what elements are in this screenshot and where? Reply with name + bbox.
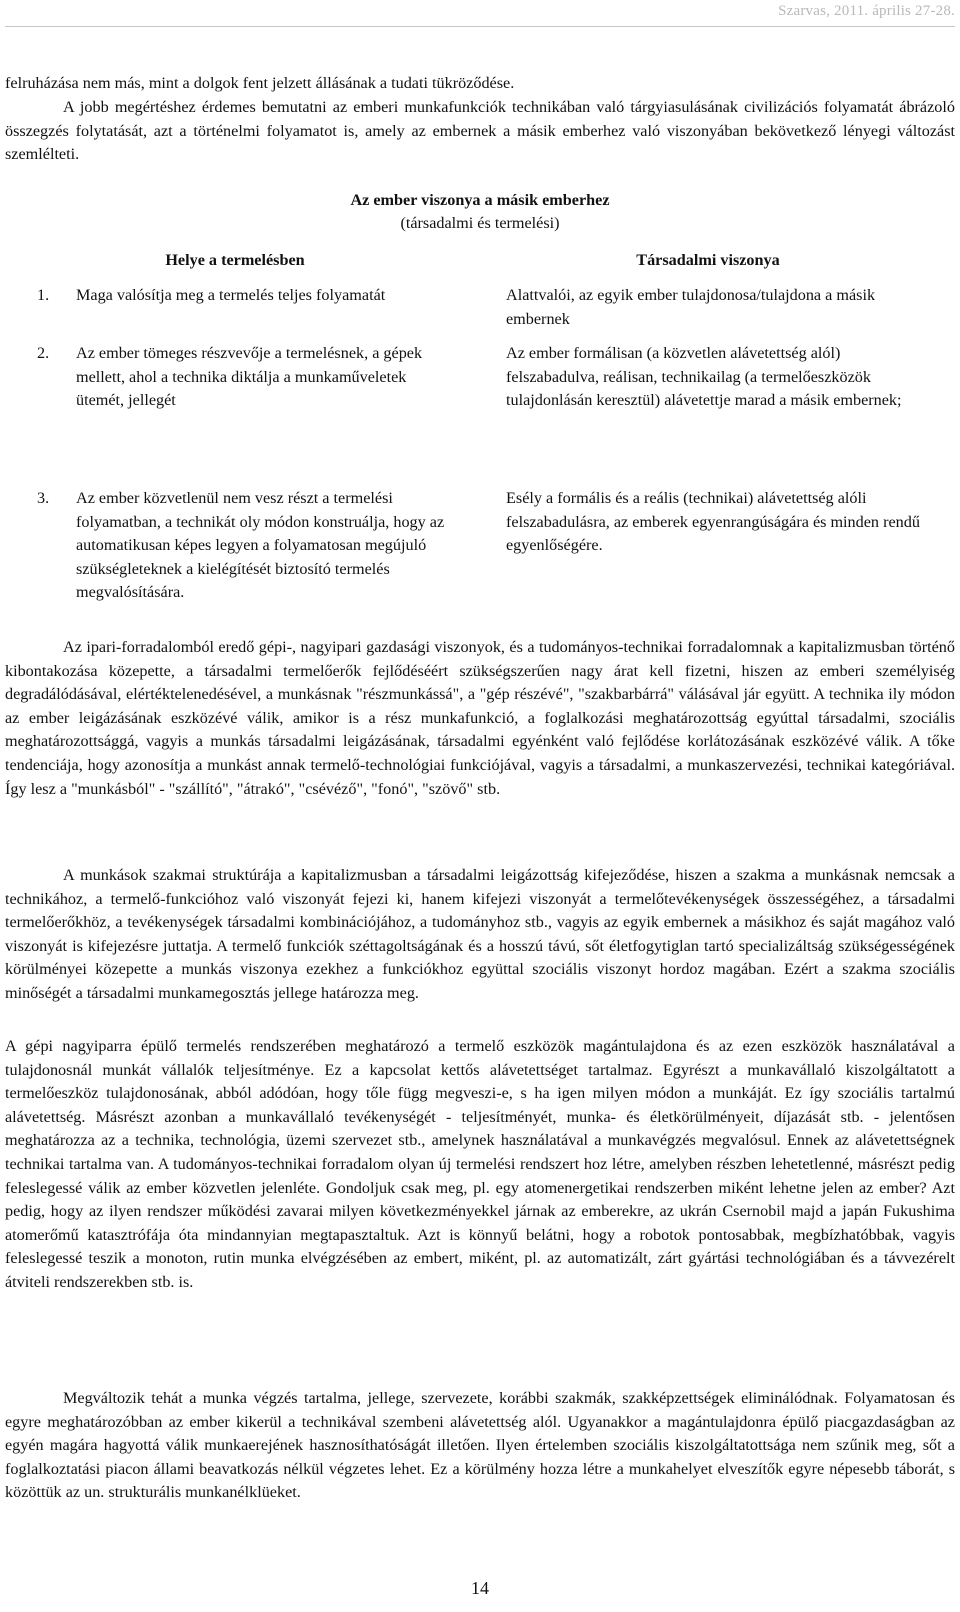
row-2-right-text: Az ember formálisan (a közvetlen alávetettség alól) felszabadulva, reálisan, technikailag (a termelőeszközök tulajdonlásán keresztül) alávetettje marad a másik embernek; xyxy=(506,344,902,410)
row-3-right-text: Esély a formális és a reális (technikai) alávetettség alóli felszabadulásra, az emberek egyenrangúságára és minden rendű egyenlőségére. xyxy=(506,489,920,555)
page-header: Szarvas, 2011. április 27-28. xyxy=(778,3,955,19)
right-column-heading: Társadalmi viszonya xyxy=(636,251,780,269)
header-rule xyxy=(5,26,955,27)
paragraph-industrial-revolution: Az ipari-forradalomból eredő gépi-, nagyipari gazdasági viszonyok, és a tudományos-technikai forradalomnak a kapitalizmusban történő kibontakozása közepette, a társadalmi termelőerők fejlődéséért szükségszerűen nagy árat kell fizetni, hiszen az emberi személyiség degradálódásával, elértéktelenedésével, a munkásnak "részmunkássá", a "gép részévé", "szakbarbárrá" válásával jár együtt. A technika ily módon az ember leigázásának eszközévé válik, amikor is a rész munkafunkció, a foglalkozási meghatározottság egyúttal társadalmi, szociális meghatározottsággá, vagyis a munkás társadalmi leigázásának, társadalmi egyénként való fejlődése korlátozásának eszközévé válik. A tőke tendenciája, hogy azonosítja a munkást annak termelő-technológiai funkciójával, vagyis a társadalmi, a munkaszervezési, technikai kategóriával. Így lesz a "munkásból" - "szállító", "átrakó", "csévéző", "fonó", "szövő" stb. xyxy=(5,638,955,798)
row-2-left-text: Az ember tömeges részvevője a termelésnek, a gépek mellett, ahol a technika diktálja a munkaműveletek ütemét, jellegét xyxy=(76,344,423,410)
table-row-3-left xyxy=(37,487,452,605)
paragraph-intro: A jobb megértéshez érdemes bemutatni az emberi munkafunkciók technikában való tárgyiasulásának civilizációs folyamatát ábrázoló összegzés folytatását, azt a történelmi folyamatot is, amely az embernek a másik emberhez való viszonyában bekövetkező lényegi változást szemlélteti. xyxy=(5,98,955,164)
left-column-heading: Helye a termelésben xyxy=(165,251,305,269)
table-row-1-left xyxy=(37,284,452,308)
paragraph-change-of-work: Megváltozik tehát a munka végzés tartalma, jellege, szervezete, korábbi szakmák, szakképzettségek eliminálódnak. Folyamatosan és egyre meghatározóbban az ember kikerül a technikával szembeni alávetettség alól. Ugyanakkor a magántulajdonra épülő piacgazdaságban az egyén magára hagyottá válik munkaerejének hasznosíthatóságát illetően. Ilyen értelemben szociális kiszolgáltatottsága nem szűnik meg, sőt a foglalkoztatási piacon állami beavatkozás nélkül végzetes lehet. Ez a körülmény hozza létre a munkahelyet elveszítők egyre népesebb táborát, s közöttük az un. strukturális munkanélklüeket. xyxy=(5,1389,955,1502)
table-subtitle: (társadalmi és termelési) xyxy=(400,214,560,232)
page-number: 14 xyxy=(471,1578,489,1598)
paragraph-machine-industry: A gépi nagyiparra épülő termelés rendszerében meghatározó a termelő eszközök magántulajdona és az ezen eszközök használatával a tulajdonosnál munkát vállalók teljesítménye. Ez a kapcsolat kettős alávetettséget tartalmaz. Egyrészt a munkavállaló kiszolgáltatott a termelőeszköz tulajdonosának, abból adódóan, hogy tőle függ megveszi-e, s ha igen milyen módon a munkáját. Ez így szociális tartalmú alávetettség. Másrészt azonban a munkavállaló tevékenységét - teljesítményét, munka- és életkörülményeit, díjazását stb. - jelentősen meghatározza az a technika, technológia, üzemi szervezet stb., amelynek használatával a munkavégzés megvalósul. Ennek az alávetettségnek technikai tartalma van. A tudományos-technikai forradalom olyan új termelési rendszert hoz létre, amelyben részben lehetetlenné, másrészt pedig feleslegessé válik az ember közvetlen jelenléte. Gondoljuk csak meg, pl. egy atomenergetikai rendszerben miként lehetne jelen az ember? Azt pedig, hogy az ilyen rendszer működési zavarai milyen következményekkel járnak az emberekre, az ukrán Csernobil majd a japán Fukushima atomerőmű katasztrófája óta mindannyian megtapasztaltuk. Azt is könnyű belátni, hogy a robotok pontosabbak, megbízhatóbbak, vagyis feleslegessé teszik a monoton, rutin munka elvégzésében az embert, miként, pl. az automatizált, zárt gyártási technológiában és a távvezérelt átviteli rendszerekben stb. is. xyxy=(5,1037,955,1291)
table-title: Az ember viszonya a másik emberhez xyxy=(350,191,610,209)
paragraph-professional-structure: A munkások szakmai struktúrája a kapitalizmusban a társadalmi leigázottság kifejeződése, hiszen a szakma a munkásnak nemcsak a technikához, a termelő-funkcióhoz való viszonyát fejezi ki, hanem kifejezi viszonyát a termelőtevékenységek összességéhez, a társadalmi termelőerőkhöz, a tevékenységek társadalmi kombinációjához, a tudományhoz stb., vagyis az egyik embernek a másikhoz és saját magához való viszonyát is kifejezésre juttatja. A termelő funkciók széttagoltságának és a hosszú távú, sőt életfogytiglan tartó specializáltság szükségességének körülményei közepette a munkás viszonya ezekhez a funkciókhoz együttal szociális viszonyt hordoz magában. Ezért a szakma szociális minőségét a társadalmi munkamegosztás jellege határozza meg. xyxy=(5,866,955,1002)
row-3-left-text: Az ember közvetlenül nem vesz részt a termelési folyamatban, a technikát oly módon konstruálja, hogy az automatikusan képes legyen a folyamatosan megújuló szükségleteknek a kielégítését biztosító termelés megvalósítására. xyxy=(76,489,445,602)
row-2-number: 2. xyxy=(37,344,50,362)
paragraph-intro-end: felruházása nem más, mint a dolgok fent jelzett állásának a tudati tükröződése. xyxy=(5,74,515,92)
row-3-number: 3. xyxy=(37,489,50,507)
table-row-2-left xyxy=(37,342,452,413)
row-1-left-text: Maga valósítja meg a termelés teljes folyamatát xyxy=(76,286,386,304)
row-1-number: 1. xyxy=(37,286,50,304)
row-1-right-text: Alattvalói, az egyik ember tulajdonosa/tulajdona a másik embernek xyxy=(506,286,876,328)
